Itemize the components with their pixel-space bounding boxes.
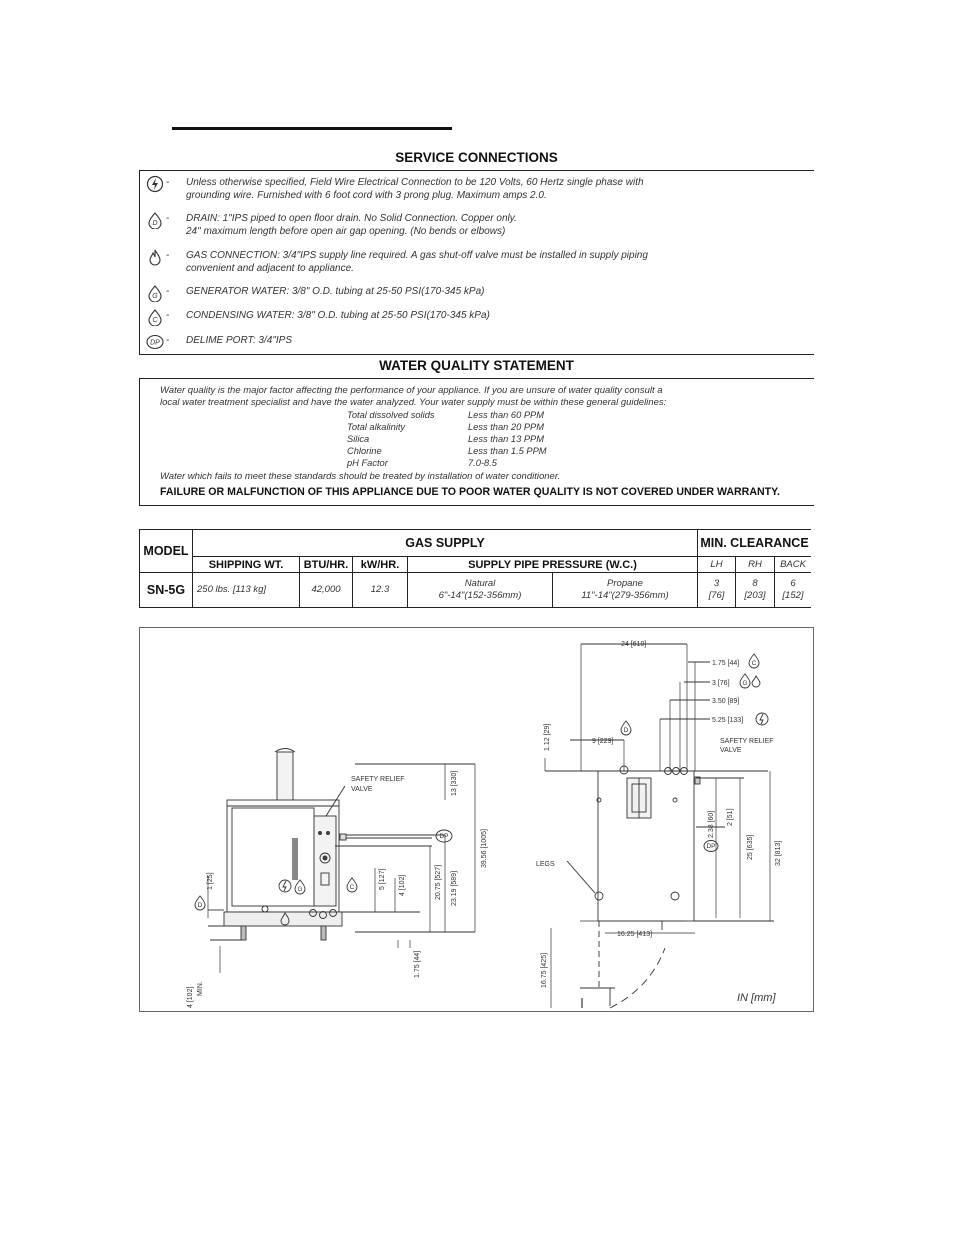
- header-kw: kW/HR.: [353, 557, 408, 573]
- back-mm: [152]: [782, 590, 804, 601]
- icon-letter: G: [742, 680, 748, 687]
- top-view: [545, 644, 774, 1008]
- min-label: MIN.: [197, 981, 204, 996]
- icon-letter: C: [751, 660, 757, 667]
- valve-label: VALVE: [720, 747, 742, 754]
- legs-label: LEGS: [536, 861, 555, 868]
- cell-shipping-wt: 250 lbs. [113 kg]: [193, 573, 300, 608]
- service-item-delime: [146, 333, 292, 351]
- header-lh: LH: [698, 557, 736, 573]
- electrical-text-line1: Unless otherwise specified, Field Wire Electrical Connection to be 120 Volts, 60 Hertz single phase with: [186, 177, 644, 188]
- dim-1-75: 1.75 [44]: [712, 660, 740, 667]
- icon-letter: G: [297, 886, 303, 893]
- header-shipping-wt: SHIPPING WT.: [193, 557, 300, 573]
- delime-port-icon: [146, 333, 164, 351]
- cell-btu: 42,000: [300, 573, 353, 608]
- safety-relief-label: SAFETY RELIEF: [720, 738, 774, 745]
- dash: -: [166, 335, 170, 346]
- dim-5: 5 [127]: [379, 868, 386, 890]
- back-in: 6: [790, 578, 796, 589]
- cell-propane: [553, 573, 698, 608]
- icon-letter: D: [623, 727, 629, 734]
- svg-text:DP: DP: [150, 339, 160, 347]
- electrical-icon: [756, 713, 768, 725]
- water-note: Water which fails to meet these standards should be treated by installation of water conditioner.: [160, 471, 561, 482]
- service-item-condensing: [146, 308, 490, 326]
- icon-letter: C: [349, 884, 355, 891]
- drawing-svg: [140, 628, 813, 1011]
- gas-icon: [146, 248, 164, 266]
- guideline-name: Total alkalinity: [347, 422, 406, 432]
- dim-25: 25 [635]: [747, 834, 754, 860]
- electrical-icon: [146, 175, 164, 193]
- header-model: MODEL: [140, 530, 193, 573]
- delime-text: DELIME PORT: 3/4"IPS: [186, 335, 292, 346]
- gas-icon: [752, 676, 760, 687]
- natural-value: 6"-14"(152-356mm): [438, 590, 522, 601]
- dim-2-38: 2.38 [60]: [708, 810, 715, 838]
- dim-23-19: 23.19 [589]: [451, 870, 458, 906]
- electrical-text-line2: grounding wire. Furnished with 6 foot cord with 3 prong plug. Maximum amps 2.0.: [186, 189, 547, 201]
- guideline-limit: Less than 13 PPM: [468, 434, 544, 444]
- propane-label: Propane: [607, 578, 643, 589]
- drain-text-line1: DRAIN: 1"IPS piped to open floor drain. No Solid Connection. Copper only.: [186, 213, 517, 224]
- service-item-electrical: [146, 175, 644, 202]
- dimension-drawing: [139, 627, 814, 1012]
- guideline-limit: Less than 1.5 PPM: [468, 446, 547, 456]
- drain-icon: [146, 211, 164, 229]
- cell-lh: [698, 573, 736, 608]
- service-item-drain: [146, 211, 517, 238]
- dim-32: 32 [813]: [775, 840, 782, 866]
- cell-back: [775, 573, 812, 608]
- rh-mm: [203]: [744, 590, 766, 601]
- dash: -: [166, 213, 170, 224]
- dim-1-12: 1.12 [29]: [544, 723, 551, 751]
- gas-text-line1: GAS CONNECTION: 3/4"IPS supply line required. A gas shut-off valve must be installed in supply piping: [186, 250, 648, 261]
- dim-13: 13 [330]: [451, 770, 458, 796]
- lh-mm: [76]: [708, 590, 725, 601]
- rh-in: 8: [752, 578, 758, 589]
- service-item-generator: [146, 284, 485, 302]
- dim-24: 24 [610]: [621, 641, 647, 648]
- icon-letter: DP: [706, 843, 716, 850]
- dim-3-50: 3.50 [89]: [712, 698, 740, 705]
- units-label: IN [mm]: [737, 992, 776, 1004]
- safety-relief-label: SAFETY RELIEF: [351, 776, 405, 783]
- dim-39-56: 39.56 [1005]: [481, 829, 488, 868]
- water-quality-box: [139, 378, 814, 506]
- dim-1-75: 1.75 [44]: [414, 950, 421, 978]
- guideline-name: Silica: [347, 434, 370, 444]
- header-gas-supply: GAS SUPPLY: [193, 530, 698, 557]
- propane-value: 11"-14"(279-356mm): [581, 590, 669, 601]
- dim-16-75: 16.75 [425]: [541, 952, 548, 988]
- front-view: [208, 749, 475, 974]
- dash: -: [166, 177, 170, 188]
- svg-text:D: D: [152, 220, 158, 227]
- header-rule: [172, 127, 452, 130]
- guideline-name: pH Factor: [347, 458, 388, 468]
- guideline-limit: Less than 20 PPM: [468, 422, 544, 432]
- guideline-limit: Less than 60 PPM: [468, 410, 544, 420]
- svg-text:C: C: [152, 317, 158, 324]
- header-supply-pipe: SUPPLY PIPE PRESSURE (W.C.): [408, 557, 698, 573]
- dim-20-75: 20.75 [527]: [435, 864, 442, 900]
- dim-4: 4 [102]: [399, 874, 406, 896]
- water-intro-line1: Water quality is the major factor affecting the performance of your appliance. If you are unsure of water quality consult a: [160, 385, 663, 396]
- warranty-statement: FAILURE OR MALFUNCTION OF THIS APPLIANCE DUE TO POOR WATER QUALITY IS NOT COVERED UNDER WARRANTY.: [160, 486, 780, 498]
- generator-water-icon: [146, 284, 164, 302]
- cell-rh: [736, 573, 775, 608]
- svg-text:G: G: [152, 293, 158, 300]
- service-connections-title: SERVICE CONNECTIONS: [395, 150, 558, 165]
- header-min-clearance: MIN. CLEARANCE: [698, 530, 812, 557]
- dash: -: [166, 250, 170, 261]
- service-connections-box: [139, 170, 814, 355]
- water-intro-line2: local water treatment specialist and have the water analyzed. Your water supply must be within these general guidelines:: [160, 397, 667, 408]
- drain-text-line2: 24" maximum length before open air gap opening. (No bends or elbows): [186, 225, 506, 237]
- icon-letter: DP: [439, 833, 449, 840]
- service-item-gas: [146, 248, 648, 275]
- generator-text: GENERATOR WATER: 3/8" O.D. tubing at 25-50 PSI(170-345 kPa): [186, 286, 485, 297]
- guideline-name: Chlorine: [347, 446, 382, 456]
- cell-model: SN-5G: [140, 573, 193, 608]
- dim-1: 1 [25]: [207, 872, 214, 890]
- dim-2: 2 [51]: [727, 808, 734, 826]
- natural-label: Natural: [464, 578, 496, 589]
- guideline-limit: 7.0-8.5: [468, 458, 497, 468]
- valve-label: VALVE: [351, 786, 373, 793]
- cell-natural: [408, 573, 553, 608]
- lh-in: 3: [713, 578, 720, 589]
- dim-4-min: 4 [102]: [187, 986, 194, 1008]
- dash: -: [166, 310, 170, 321]
- dim-3: 3 [76]: [712, 680, 730, 687]
- dim-9: 9 [229]: [592, 738, 614, 745]
- water-quality-title: WATER QUALITY STATEMENT: [379, 358, 574, 373]
- dash: -: [166, 286, 170, 297]
- header-btu: BTU/HR.: [300, 557, 353, 573]
- dim-5-25: 5.25 [133]: [712, 717, 744, 724]
- condensing-water-icon: [146, 308, 164, 326]
- dim-16-25: 16.25 [413]: [617, 931, 653, 938]
- condensing-text: CONDENSING WATER: 3/8" O.D. tubing at 25-50 PSI(170-345 kPa): [186, 310, 490, 321]
- spec-table: [139, 529, 811, 608]
- electrical-bolt: [760, 714, 763, 724]
- gas-text-line2: convenient and adjacent to appliance.: [186, 262, 354, 274]
- icon-letter: D: [197, 902, 203, 909]
- header-back: BACK: [775, 557, 812, 573]
- header-rh: RH: [736, 557, 775, 573]
- cell-kw: 12.3: [353, 573, 408, 608]
- guideline-name: Total dissolved solids: [347, 410, 435, 420]
